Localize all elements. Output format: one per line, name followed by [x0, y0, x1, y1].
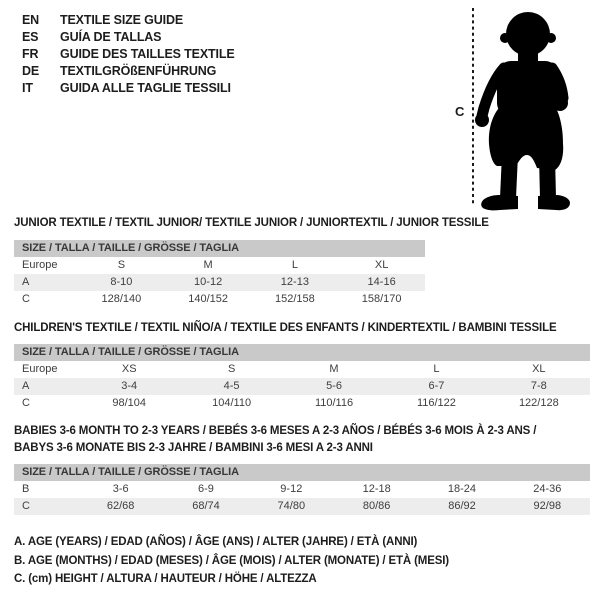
row-label: A	[22, 380, 30, 392]
legend-line-a: A. AGE (YEARS) / EDAD (AÑOS) / ÂGE (ANS) / ALTER (JAHRE) / ETÀ (ANNI)	[14, 536, 418, 548]
row-label: Europe	[22, 259, 58, 271]
table-row	[14, 395, 590, 412]
table-cell: 7-8	[530, 380, 547, 392]
size-table-junior	[14, 240, 425, 308]
table-cell: 8-10	[110, 276, 133, 288]
table-cell: 80/86	[362, 500, 391, 512]
table-cell: L	[433, 363, 440, 375]
table-cell: 116/122	[416, 397, 456, 409]
table-row	[14, 274, 425, 291]
row-label: Europe	[22, 363, 58, 375]
table-cell: XS	[121, 363, 137, 375]
table-row	[14, 361, 590, 378]
row-label: B	[22, 483, 30, 495]
size-table-header: SIZE / TALLA / TAILLE / GRÖSSE / TAGLIA	[14, 344, 590, 361]
size-table-babies	[14, 464, 590, 515]
table-cell: 3-4	[121, 380, 138, 392]
table-cell: 3-6	[112, 483, 129, 495]
table-cell: M	[203, 259, 213, 271]
table-cell: S	[117, 259, 126, 271]
row-label: A	[22, 276, 30, 288]
language-label: GUIDE DES TAILLES TEXTILE	[60, 47, 235, 61]
language-label: TEXTILGRÖßENFÜHRUNG	[60, 64, 217, 78]
section-title-line: BABIES 3-6 MONTH TO 2-3 YEARS / BEBÉS 3-6 MESES A 2-3 AÑOS / BÉBÉS 3-6 MOIS À 2-3 ANS /	[14, 425, 537, 437]
size-table-rows	[14, 361, 590, 412]
table-row	[14, 481, 590, 498]
table-cell: 18-24	[447, 483, 477, 495]
baby-silhouette-icon	[466, 4, 598, 212]
table-cell: 14-16	[367, 276, 396, 288]
language-row	[22, 46, 235, 63]
language-code: FR	[22, 47, 39, 61]
language-row	[22, 29, 235, 46]
size-table-header: SIZE / TALLA / TAILLE / GRÖSSE / TAGLIA	[14, 240, 425, 257]
table-cell: 104/110	[212, 397, 252, 409]
table-cell: 5-6	[326, 380, 342, 392]
table-cell: 62/68	[106, 500, 135, 512]
section-title-line: JUNIOR TEXTILE / TEXTIL JUNIOR/ TEXTILE JUNIOR / JUNIORTEXTIL / JUNIOR TESSILE	[14, 217, 489, 229]
legend-line-c: C. (cm) HEIGHT / ALTURA / HAUTEUR / HÖHE / ALTEZZA	[14, 573, 317, 585]
table-cell: L	[291, 259, 298, 271]
table-cell: 158/170	[361, 293, 402, 305]
table-cell: 9-12	[280, 483, 303, 495]
table-row	[14, 498, 590, 515]
table-cell: 6-7	[428, 380, 445, 392]
table-row	[14, 257, 425, 274]
language-code: DE	[22, 64, 40, 78]
table-cell: 122/128	[518, 397, 559, 409]
language-label: GUIDA ALLE TAGLIE TESSILI	[60, 81, 231, 95]
table-cell: 140/152	[188, 293, 228, 305]
table-cell: 128/140	[101, 293, 142, 305]
legend	[14, 533, 449, 589]
row-label: C	[22, 397, 30, 409]
section-title-babies	[14, 423, 536, 457]
size-table-header: SIZE / TALLA / TAILLE / GRÖSSE / TAGLIA	[14, 464, 590, 481]
table-cell: 24-36	[533, 483, 562, 495]
section-title-children	[14, 320, 557, 337]
language-row	[22, 63, 235, 80]
table-row	[14, 378, 590, 395]
section-title-line: CHILDREN'S TEXTILE / TEXTIL NIÑO/A / TEXTILE DES ENFANTS / KINDERTEXTIL / BAMBINI TESSILE	[14, 322, 557, 334]
table-cell: 98/104	[112, 397, 147, 409]
table-cell: 152/158	[274, 293, 315, 305]
size-table-rows	[14, 481, 590, 515]
language-code: EN	[22, 13, 40, 27]
table-cell: 110/116	[314, 397, 354, 409]
row-label: C	[22, 293, 30, 305]
size-table-children	[14, 344, 590, 412]
table-cell: 12-13	[280, 276, 309, 288]
language-label: GUÍA DE TALLAS	[60, 30, 162, 44]
table-cell: 74/80	[277, 500, 306, 512]
language-code: ES	[22, 30, 39, 44]
legend-line-b: B. AGE (MONTHS) / EDAD (MESES) / ÂGE (MOIS) / ALTER (MONATE) / ETÀ (MESI)	[14, 554, 449, 567]
table-cell: 68/74	[192, 500, 220, 512]
table-cell: XL	[374, 259, 389, 271]
table-cell: 12-18	[362, 483, 391, 495]
size-table-rows	[14, 257, 425, 308]
row-label: C	[22, 500, 30, 512]
language-code: IT	[22, 81, 33, 95]
table-cell: M	[329, 363, 339, 375]
table-cell: 10-12	[194, 276, 223, 288]
language-label: TEXTILE SIZE GUIDE	[60, 13, 184, 27]
height-measure-label: C	[455, 104, 465, 119]
table-cell: 86/92	[448, 500, 476, 512]
table-cell: 6-9	[198, 483, 214, 495]
table-row	[14, 291, 425, 308]
language-row	[22, 12, 235, 29]
section-title-line: BABYS 3-6 MONATE BIS 2-3 JAHRE / BAMBINI 3-6 MESI A 2-3 ANNI	[14, 442, 373, 454]
table-cell: S	[227, 363, 236, 375]
table-cell: 92/98	[533, 500, 562, 512]
table-cell: 4-5	[223, 380, 240, 392]
language-row	[22, 80, 235, 97]
section-title-junior	[14, 215, 489, 232]
language-list	[22, 12, 235, 97]
table-cell: XL	[532, 363, 546, 375]
